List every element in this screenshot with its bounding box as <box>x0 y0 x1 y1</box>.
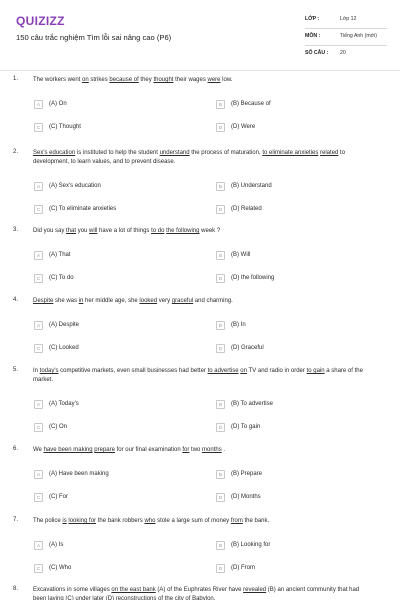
answer-option-a[interactable] <box>34 98 67 110</box>
underlined-phrase: to advertise <box>207 368 239 374</box>
option-letter-box: D <box>216 274 225 283</box>
option-letter-box: B <box>216 321 225 330</box>
question-text-segment: have a lot of things <box>97 228 152 234</box>
question-text-segment: a share of the market. <box>33 368 363 383</box>
underlined-phrase: in <box>78 298 84 304</box>
answer-option-d[interactable] <box>216 491 261 503</box>
answer-option-d[interactable] <box>216 342 264 354</box>
question-text <box>33 297 369 306</box>
question-number: 2. <box>13 149 19 155</box>
underlined-phrase: is <box>62 518 67 524</box>
meta-row-subject <box>305 29 387 46</box>
underlined-phrase: looked <box>139 298 158 304</box>
underlined-phrase: on <box>240 368 247 374</box>
option-label: (C) To do <box>49 275 74 281</box>
option-letter-box: A <box>34 182 43 191</box>
question-text-segment: TV and radio in order <box>246 368 307 374</box>
option-label: (B) Because of <box>231 101 271 107</box>
answer-option-b[interactable] <box>216 249 250 261</box>
option-label: (C) Thought <box>49 124 81 130</box>
question-number: 3. <box>13 227 19 233</box>
question-number: 6. <box>13 446 19 452</box>
underlined-phrase: Despite <box>33 298 54 304</box>
question-text-segment: her middle age, she <box>83 298 140 304</box>
question-text-segment: you <box>76 228 90 234</box>
option-label: (A) Despite <box>49 322 80 328</box>
question-text <box>33 76 369 85</box>
answer-option-d[interactable] <box>216 562 255 574</box>
answer-option-d[interactable] <box>216 421 260 433</box>
option-label: (B) To advertise <box>231 401 273 407</box>
answer-option-c[interactable] <box>34 203 116 215</box>
option-label: (A) On <box>49 101 67 107</box>
underlined-phrase: looking for <box>68 518 97 524</box>
option-letter-box: B <box>216 182 225 191</box>
question-text-segment: Excavations in some villages <box>33 587 112 593</box>
option-letter-box: B <box>216 470 225 479</box>
underlined-phrase: prepare <box>94 447 115 453</box>
answer-option-a[interactable] <box>34 539 63 551</box>
option-letter-box: B <box>216 251 225 260</box>
option-letter-box: B <box>216 541 225 550</box>
question-text-segment: their wages <box>173 77 208 83</box>
option-letter-box: A <box>34 100 43 109</box>
meta-value: Tiếng Anh (mới) <box>340 33 377 39</box>
question-text-segment: very <box>157 298 172 304</box>
option-label: (D) Graceful <box>231 345 264 351</box>
option-letter-box: A <box>34 400 43 409</box>
answer-option-a[interactable] <box>34 468 109 480</box>
underlined-phrase: who <box>144 518 156 524</box>
underlined-phrase: revealed <box>243 587 267 593</box>
question-text-segment: the process of maturation, <box>189 150 263 156</box>
option-letter-box: A <box>34 321 43 330</box>
question-text-segment: We <box>33 447 44 453</box>
option-letter-box: C <box>34 493 43 502</box>
question-number: 4. <box>13 297 19 303</box>
question-7 <box>0 517 400 584</box>
underlined-phrase: Sex's education <box>33 150 76 156</box>
underlined-phrase: for <box>182 447 190 453</box>
answer-option-d[interactable] <box>216 121 255 133</box>
underlined-phrase: on the east bank <box>111 587 156 593</box>
option-label: (D) Related <box>231 206 262 212</box>
question-8 <box>0 586 400 600</box>
question-text-segment: the bank robbers <box>96 518 145 524</box>
question-text-segment: the bank. <box>242 518 270 524</box>
option-letter-box: A <box>34 541 43 550</box>
question-1 <box>0 76 400 146</box>
question-text-segment: two <box>189 447 203 453</box>
answer-option-b[interactable] <box>216 319 246 331</box>
answer-option-c[interactable] <box>34 421 67 433</box>
option-label: (C) On <box>49 424 67 430</box>
question-number: 8. <box>13 586 19 592</box>
question-3 <box>0 227 400 295</box>
underlined-phrase: were <box>207 77 221 83</box>
question-text-segment: The workers went <box>33 77 83 83</box>
meta-label: SỐ CÂU : <box>305 50 329 56</box>
underlined-phrase: from <box>230 518 243 524</box>
question-text-segment: In <box>33 368 40 374</box>
underlined-phrase: that <box>66 228 77 234</box>
option-label: (C) Who <box>49 565 72 571</box>
answer-option-c[interactable] <box>34 562 71 574</box>
option-label: (A) Is <box>49 542 64 548</box>
option-label: (D) Were <box>231 124 256 130</box>
question-text-segment: week ? <box>199 228 221 234</box>
question-text <box>33 446 369 455</box>
option-label: (D) From <box>231 565 255 571</box>
question-text-segment: for our final examination <box>114 447 183 453</box>
option-label: (C) To eliminate anxieties <box>49 206 117 212</box>
question-text <box>33 367 369 384</box>
option-letter-box: D <box>216 123 225 132</box>
option-label: (A) Today's <box>49 401 79 407</box>
underlined-phrase: have been making <box>43 447 93 453</box>
underlined-phrase: to gain <box>306 368 325 374</box>
option-letter-box: D <box>216 564 225 573</box>
underlined-phrase: understand <box>159 150 190 156</box>
question-2 <box>0 149 400 226</box>
option-letter-box: C <box>34 274 43 283</box>
option-letter-box: A <box>34 251 43 260</box>
question-text <box>33 149 369 166</box>
option-letter-box: D <box>216 493 225 502</box>
worksheet-header <box>0 0 400 70</box>
question-text-segment: Did you say <box>33 228 67 234</box>
option-label: (B) Will <box>231 252 251 258</box>
option-letter-box: C <box>34 344 43 353</box>
meta-value: 20 <box>340 50 346 56</box>
question-text-segment: is instituted to help the student <box>75 150 160 156</box>
option-label: (B) In <box>231 322 246 328</box>
answer-option-c[interactable] <box>34 342 79 354</box>
option-label: (D) the following <box>231 275 275 281</box>
answer-option-a[interactable] <box>34 249 71 261</box>
option-letter-box: A <box>34 470 43 479</box>
answer-option-a[interactable] <box>34 398 79 410</box>
question-6 <box>0 446 400 515</box>
answer-option-b[interactable] <box>216 98 271 110</box>
meta-row-class <box>305 12 387 29</box>
answer-option-c[interactable] <box>34 272 74 284</box>
question-text-segment: (A) of the Euphrates River have <box>155 587 244 593</box>
meta-label: LỚP : <box>305 16 320 22</box>
underlined-phrase: to eliminate anxieties <box>262 150 319 156</box>
question-number: 5. <box>13 367 19 373</box>
option-label: (D) Months <box>231 494 261 500</box>
worksheet-meta <box>305 12 387 62</box>
header-divider <box>0 70 400 71</box>
question-text-segment: she was <box>53 298 79 304</box>
option-label: (B) Understand <box>231 183 272 189</box>
underlined-phrase: because of <box>109 77 139 83</box>
question-text-segment: strikes <box>88 77 110 83</box>
answer-option-b[interactable] <box>216 539 270 551</box>
option-letter-box: C <box>34 205 43 214</box>
option-letter-box: C <box>34 564 43 573</box>
question-text-segment: they <box>138 77 154 83</box>
underlined-phrase: graceful <box>171 298 194 304</box>
option-label: (B) Looking for <box>231 542 271 548</box>
option-label: (B) Prepare <box>231 471 263 477</box>
underlined-phrase: today's <box>39 368 59 374</box>
meta-value: Lớp 12 <box>340 16 357 22</box>
option-label: (D) To gain <box>231 424 261 430</box>
answer-option-a[interactable] <box>34 180 101 192</box>
question-text-segment: (C) under later (D) reconstructions of the city of Babylon. <box>63 595 216 600</box>
underlined-phrase: to do <box>151 228 165 234</box>
answer-option-d[interactable] <box>216 272 274 284</box>
answer-option-b[interactable] <box>216 468 262 480</box>
option-label: (C) For <box>49 494 68 500</box>
question-number: 7. <box>13 517 19 523</box>
question-text-segment: (B) an ancient community that had been <box>33 587 360 600</box>
underlined-phrase: related <box>320 150 339 156</box>
answer-option-b[interactable] <box>216 180 272 192</box>
underlined-phrase: thought <box>153 77 174 83</box>
question-text <box>33 586 369 600</box>
question-text-segment: stole a large sum of money <box>155 518 231 524</box>
meta-label: MÔN : <box>305 33 321 39</box>
option-label: (A) That <box>49 252 71 258</box>
question-text-segment: and charming. <box>193 298 233 304</box>
answer-option-c[interactable] <box>34 121 81 133</box>
question-text-segment: competitive markets, even small businesses had better <box>58 368 208 374</box>
meta-row-count <box>305 46 387 62</box>
option-letter-box: D <box>216 344 225 353</box>
underlined-phrase: months <box>202 447 222 453</box>
underlined-phrase: laying <box>48 595 64 600</box>
answer-option-a[interactable] <box>34 319 79 331</box>
question-text-segment: . <box>221 447 226 453</box>
answer-option-b[interactable] <box>216 398 273 410</box>
option-label: (C) Looked <box>49 345 79 351</box>
worksheet-title: 150 câu trắc nghiệm Tìm lỗi sai nâng cao (P6) <box>16 33 172 42</box>
question-text <box>33 517 369 526</box>
option-letter-box: C <box>34 123 43 132</box>
answer-option-c[interactable] <box>34 491 68 503</box>
option-letter-box: B <box>216 100 225 109</box>
question-text-segment: to development, to learn values, and to prevent disease. <box>33 150 346 165</box>
underlined-phrase: on <box>82 77 89 83</box>
answer-option-d[interactable] <box>216 203 262 215</box>
question-5 <box>0 367 400 444</box>
question-text-segment: low. <box>220 77 233 83</box>
question-text-segment: The police <box>33 518 63 524</box>
option-label: (A) Have been making <box>49 471 109 477</box>
option-letter-box: D <box>216 423 225 432</box>
option-letter-box: D <box>216 205 225 214</box>
option-letter-box: B <box>216 400 225 409</box>
underlined-phrase: the following <box>166 228 200 234</box>
question-number: 1. <box>13 76 19 82</box>
option-label: (A) Sex's education <box>49 183 101 189</box>
question-4 <box>0 297 400 365</box>
quizizz-logo: QUIZIZZ <box>16 14 65 28</box>
underlined-phrase: will <box>89 228 98 234</box>
question-text <box>33 227 369 236</box>
option-letter-box: C <box>34 423 43 432</box>
